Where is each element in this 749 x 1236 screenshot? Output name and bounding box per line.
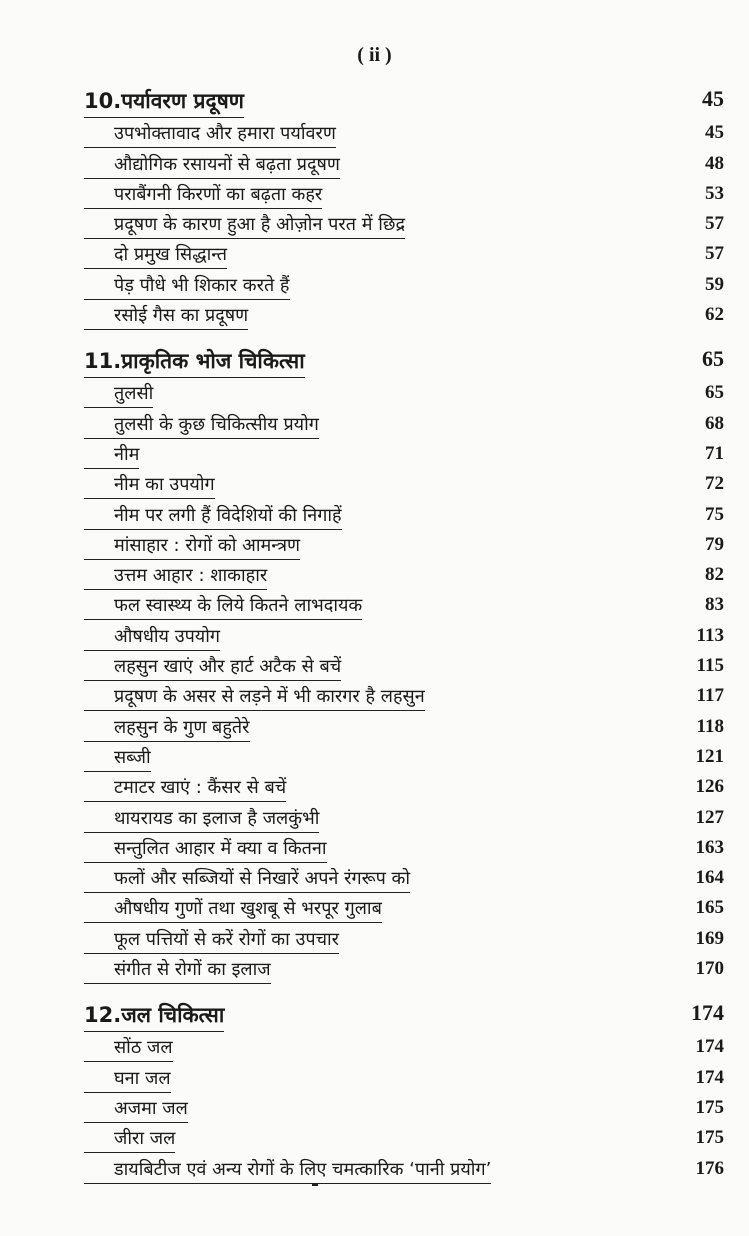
toc-entry — [84, 560, 724, 590]
entry-page-number: 118 — [696, 715, 724, 737]
toc-entry — [84, 179, 724, 209]
entry-title: प्रदूषण के असर से लड़ने में भी कारगर है लहसुन — [84, 684, 425, 711]
entry-page-number: 45 — [705, 122, 724, 144]
entry-page-number: 175 — [695, 1096, 724, 1118]
entry-page-number: 174 — [695, 1066, 724, 1088]
toc-entry — [84, 620, 724, 650]
entry-page-number: 72 — [705, 473, 724, 495]
entry-title: नीम पर लगी हैं विदेशियों की निगाहें — [84, 503, 342, 530]
entry-page-number: 82 — [705, 564, 724, 586]
entry-page-number: 71 — [705, 442, 724, 464]
toc-entry — [84, 711, 724, 741]
entry-title: औषधीय गुणों तथा खुशबू से भरपूर गुलाब — [84, 896, 382, 923]
entry-title: जीरा जल — [84, 1126, 175, 1153]
toc-entry — [84, 530, 724, 560]
toc-entry — [84, 923, 724, 953]
entry-title: तुलसी के कुछ चिकित्सीय प्रयोग — [84, 412, 319, 439]
section-page-number: 45 — [702, 86, 724, 111]
section-title: 10.पर्यावरण प्रदूषण — [84, 85, 244, 118]
toc-section — [84, 340, 724, 984]
toc-entry — [84, 893, 724, 923]
entry-page-number: 169 — [695, 927, 724, 949]
entry-page-number: 48 — [705, 152, 724, 174]
entry-page-number: 59 — [705, 273, 724, 295]
section-heading — [84, 340, 724, 378]
entry-title: औद्योगिक रसायनों से बढ़ता प्रदूषण — [84, 152, 340, 179]
toc-entry — [84, 590, 724, 620]
toc-entry — [84, 239, 724, 269]
entry-page-number: 175 — [695, 1127, 724, 1149]
toc-entry — [84, 300, 724, 330]
table-of-contents — [84, 80, 724, 1194]
section-title: 11.प्राकृतिक भोज चिकित्सा — [84, 345, 305, 378]
entry-title: मांसाहार : रोगों को आमन्त्रण — [84, 533, 300, 560]
toc-entry — [84, 651, 724, 681]
entry-page-number: 174 — [695, 1036, 724, 1058]
entry-title: दो प्रमुख सिद्धान्त — [84, 242, 227, 269]
entry-page-number: 57 — [705, 213, 724, 235]
entry-page-number: 75 — [705, 503, 724, 525]
entry-page-number: 53 — [705, 182, 724, 204]
entry-title: लहसुन खाएं और हार्ट अटैक से बचें — [84, 654, 341, 681]
entry-title: अजमा जल — [84, 1096, 188, 1123]
entry-page-number: 163 — [695, 836, 724, 858]
entry-title: सन्तुलित आहार में क्या व कितना — [84, 836, 327, 863]
toc-entry — [84, 1093, 724, 1123]
toc-entry — [84, 499, 724, 529]
entry-page-number: 176 — [695, 1157, 724, 1179]
entry-page-number: 65 — [705, 382, 724, 404]
entry-title: सोंठ जल — [84, 1035, 173, 1062]
entry-title: नीम का उपयोग — [84, 472, 215, 499]
entry-title: रसोई गैस का प्रदूषण — [84, 303, 248, 330]
entry-page-number: 79 — [705, 533, 724, 555]
toc-entry — [84, 1032, 724, 1062]
entry-title: टमाटर खाएं : कैंसर से बचें — [84, 775, 286, 802]
entry-page-number: 62 — [705, 304, 724, 326]
entry-title: फलों और सब्जियों से निखारें अपने रंगरूप को — [84, 866, 410, 893]
entry-title: सब्जी — [84, 745, 151, 772]
toc-entry — [84, 681, 724, 711]
toc-entry — [84, 209, 724, 239]
section-page-number: 65 — [702, 346, 724, 372]
entry-title: फल स्वास्थ्य के लिये कितने लाभदायक — [84, 593, 362, 620]
toc-entry — [84, 863, 724, 893]
entry-title: प्रदूषण के कारण हुआ है ओज़ोन परत में छिद्र — [84, 212, 405, 239]
toc-entry — [84, 1062, 724, 1092]
entry-page-number: 170 — [695, 958, 724, 980]
entry-page-number: 117 — [696, 685, 724, 707]
entry-title: फूल पत्तियों से करें रोगों का उपचार — [84, 927, 339, 954]
entry-page-number: 113 — [696, 624, 724, 646]
toc-entry — [84, 1153, 724, 1183]
toc-entry — [84, 378, 724, 408]
entry-page-number: 68 — [705, 412, 724, 434]
entry-title: संगीत से रोगों का इलाज — [84, 957, 271, 984]
entry-title: औषधीय उपयोग — [84, 624, 220, 651]
footer-mark — [312, 1184, 318, 1186]
toc-section — [84, 994, 724, 1183]
entry-title: थायरायड का इलाज है जलकुंभी — [84, 806, 319, 833]
entry-title: पराबैंगनी किरणों का बढ़ता कहर — [84, 182, 322, 209]
section-heading — [84, 80, 724, 118]
entry-page-number: 127 — [695, 806, 724, 828]
toc-entry — [84, 954, 724, 984]
entry-page-number: 121 — [695, 745, 724, 767]
entry-page-number: 115 — [696, 655, 724, 677]
toc-entry — [84, 148, 724, 178]
page-number: ( ii ) — [357, 44, 392, 66]
toc-entry — [84, 408, 724, 438]
entry-title: घना जल — [84, 1066, 171, 1093]
section-heading — [84, 994, 724, 1032]
entry-title: नीम — [84, 442, 139, 469]
entry-title: डायबिटीज एवं अन्य रोगों के लिए चमत्कारिक ‘पानी प्रयोग’ — [84, 1157, 491, 1184]
entry-page-number: 126 — [695, 776, 724, 798]
toc-entry — [84, 469, 724, 499]
entry-page-number: 83 — [705, 594, 724, 616]
entry-page-number: 165 — [695, 897, 724, 919]
entry-title: पेड़ पौधे भी शिकार करते हैं — [84, 273, 290, 300]
entry-page-number: 57 — [705, 243, 724, 265]
section-page-number: 174 — [691, 1000, 724, 1026]
toc-entry — [84, 439, 724, 469]
toc-entry — [84, 802, 724, 832]
toc-entry — [84, 772, 724, 802]
section-title: 12.जल चिकित्सा — [84, 999, 224, 1032]
toc-entry — [84, 742, 724, 772]
entry-title: उत्तम आहार : शाकाहार — [84, 563, 267, 590]
entry-title: उपभोक्तावाद और हमारा पर्यावरण — [84, 121, 336, 148]
toc-entry — [84, 1123, 724, 1153]
toc-entry — [84, 118, 724, 148]
toc-entry — [84, 269, 724, 299]
entry-title: तुलसी — [84, 381, 153, 408]
toc-entry — [84, 833, 724, 863]
entry-title: लहसुन के गुण बहुतेरे — [84, 715, 250, 742]
entry-page-number: 164 — [695, 867, 724, 889]
toc-section — [84, 80, 724, 330]
